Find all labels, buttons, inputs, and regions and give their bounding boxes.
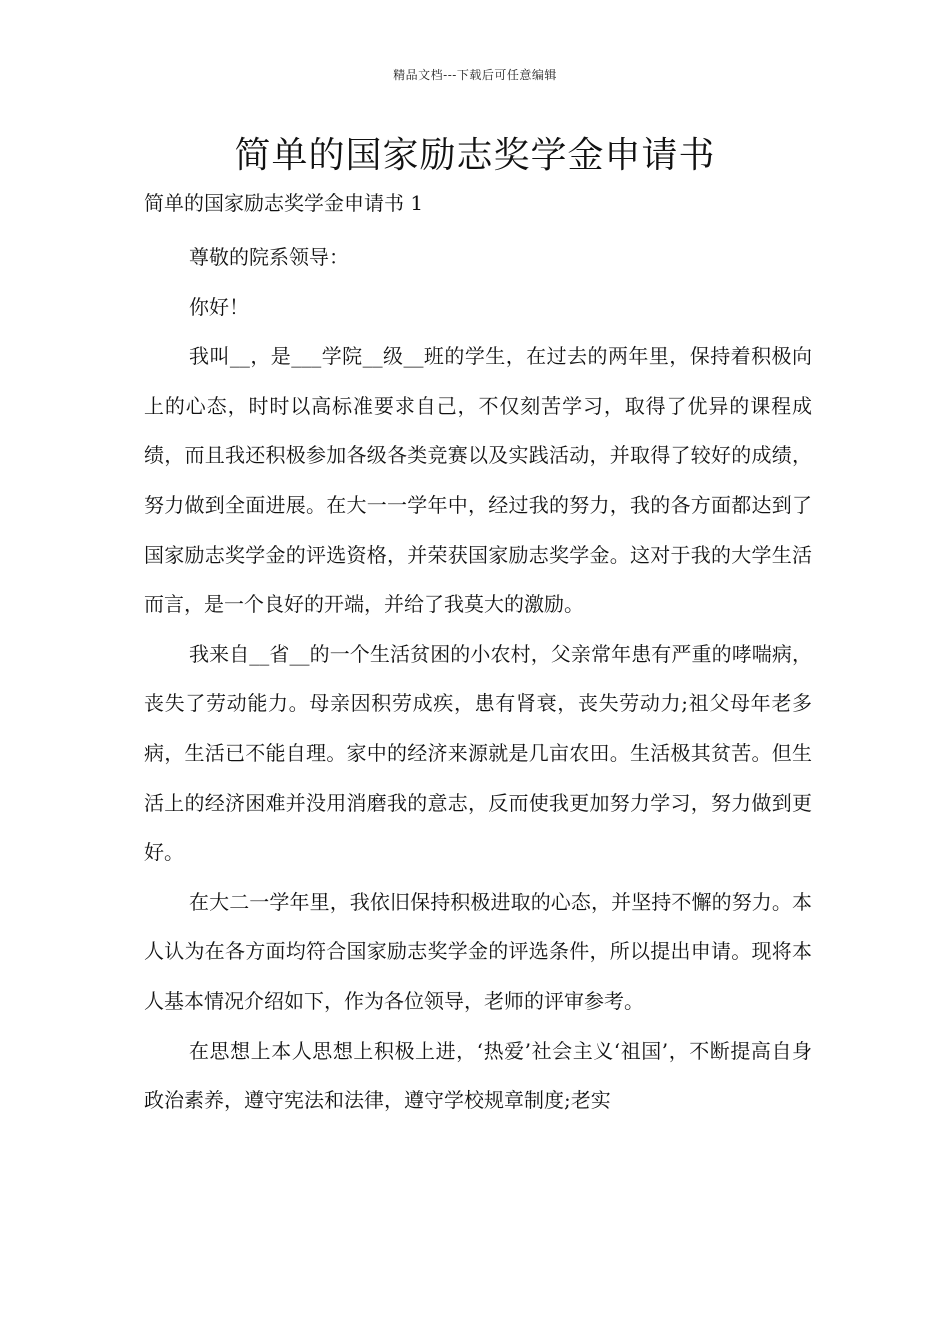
body-paragraph-family: 我来自__省__的一个生活贫困的小农村，父亲常年患有严重的哮喘病，丧失了劳动能力。母亲因积劳成疾，患有肾衰，丧失劳动力;祖父母年老多病，生活已不能自理。家中的经济来源就是几亩农田。生活极其贫苦。但生活上的经济困难并没用消磨我的意志，反而使我更加努力学习，努力做到更好。 <box>144 641 812 865</box>
body-paragraph-application: 在大二一学年里，我依旧保持积极进取的心态，并坚持不懈的努力。本人认为在各方面均符合国家励志奖学金的评选条件，所以提出申请。现将本人基本情况介绍如下，作为各位领导，老师的评审参考。 <box>144 889 812 1013</box>
header-note: 精品文档---下载后可任意编辑 <box>393 68 557 82</box>
body-paragraph-ideology: 在思想上本人思想上积极上进，‘热爱’社会主义‘祖国’，不断提高自身政治素养，遵守宪法和法律，遵守学校规章制度;老实 <box>144 1038 812 1113</box>
document-body <box>144 233 812 1126</box>
body-paragraph-intro: 我叫__，是___学院__级__班的学生，在过去的两年里，保持着积极向上的心态，时时以高标准要求自己，不仅刻苦学习，取得了优异的课程成绩，而且我还积极参加各级各类竞赛以及实践活动，并取得了较好的成绩，努力做到全面进展。在大一一学年中，经过我的努力，我的各方面都达到了国家励志奖学金的评选资格，并荣获国家励志奖学金。这对于我的大学生活而言，是一个良好的开端，并给了我莫大的激励。 <box>144 344 812 617</box>
document-title: 简单的国家励志奖学金申请书 <box>234 135 716 176</box>
salutation: 尊敬的院系领导： <box>189 245 349 269</box>
section-subtitle: 简单的国家励志奖学金申请书 1 <box>144 191 424 215</box>
greeting: 你好！ <box>189 294 249 319</box>
